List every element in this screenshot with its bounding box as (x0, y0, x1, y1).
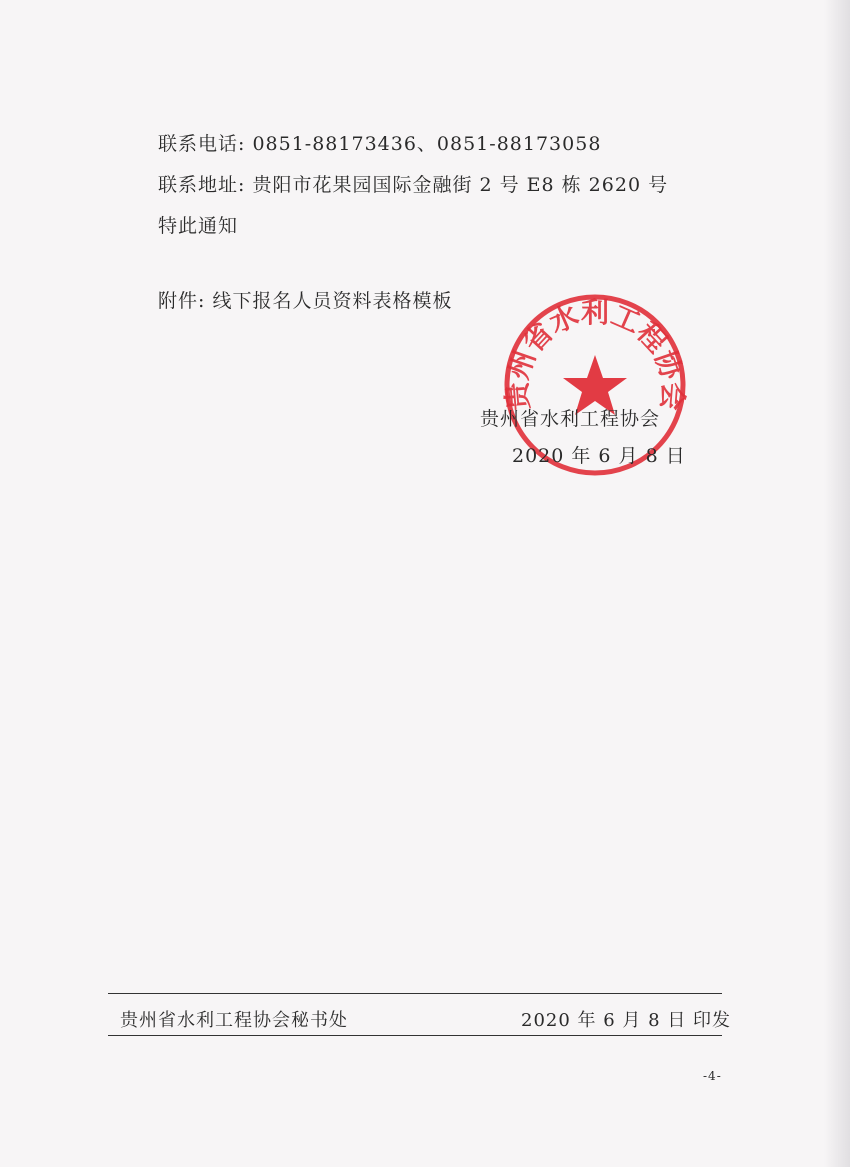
footer-rule-bottom (108, 1035, 722, 1036)
contact-phone: 联系电话: 0851-88173436、0851-88173058 (158, 133, 602, 155)
page-edge-shadow (824, 0, 850, 1167)
notice-closing: 特此通知 (158, 215, 239, 237)
seal-text: 贵州省水利工程协会 (500, 296, 690, 412)
footer-rule-top (108, 993, 722, 994)
attachment-line: 附件: 线下报名人员资料表格模板 (158, 290, 453, 312)
signer-date: 2020 年 6 月 8 日 (512, 445, 686, 467)
page-number: -4- (703, 1069, 722, 1083)
contact-address: 联系地址: 贵阳市花果园国际金融街 2 号 E8 栋 2620 号 (158, 174, 669, 196)
signer-organization: 贵州省水利工程协会 (480, 408, 661, 430)
footer-issuer: 贵州省水利工程协会秘书处 (120, 1010, 348, 1031)
footer-issue-date: 2020 年 6 月 8 日 印发 (521, 1010, 732, 1031)
